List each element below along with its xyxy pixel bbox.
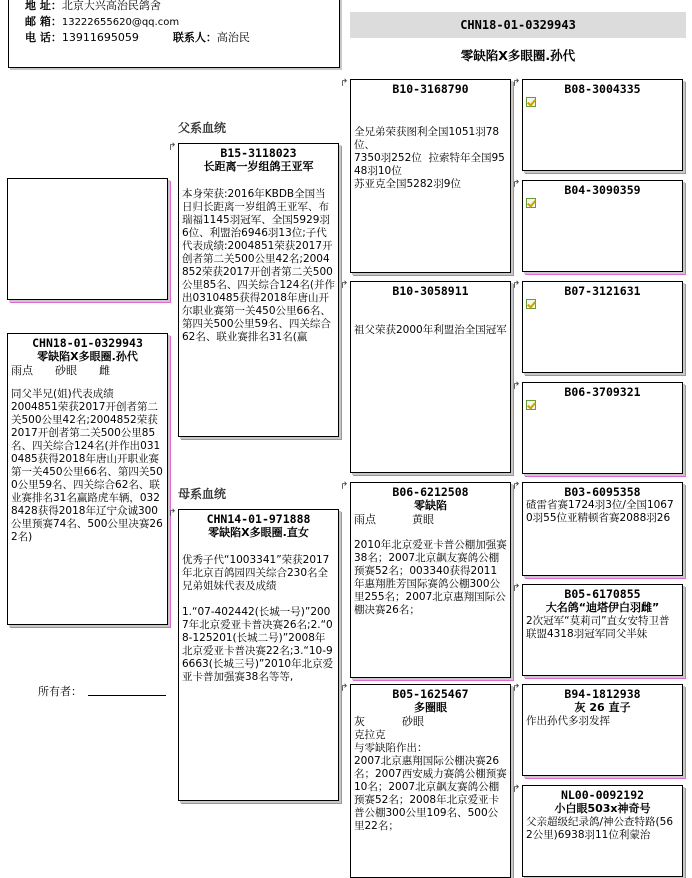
sire-ring: B15-3118023 — [220, 146, 297, 160]
dam-card — [178, 509, 339, 801]
link-arrow-icon: ↱ — [168, 508, 177, 519]
ss-text: 全兄弟荣获图利全国1051羽78位、 7350羽252位 拉索特年全国9548羽10位 苏亚克全国5282羽9位 — [354, 126, 505, 190]
link-arrow-icon: ↱ — [340, 481, 349, 492]
sd-card — [350, 281, 511, 473]
ddd-card — [522, 785, 683, 877]
subject-text: 同父半兄(姐)代表成绩 2004851荣获2017开创者第二关500公里42名;2004852荣获2017开创者第二关500公里85名、四关综合124名(并作出0310485获得2018年唐山开职业赛第一关450公里66名、第四关500公里59名、四关综合62名、联业赛排名31名赢路虎车辆，0328428获得2018年辽宁众诚300公里预赛74名、500公里决赛262名) — [11, 388, 163, 543]
link-arrow-icon: ↱ — [512, 481, 521, 492]
ds-text: 2010年北京爱亚卡普公棚加强赛38名；2007北京飙友赛鸽公棚预赛52名；003340获得2011年惠翔胜芳国际赛鸽公棚300公里255名；2007北京惠翔国际公棚决赛26名； — [354, 539, 507, 616]
ds-name: 零缺陷 — [414, 499, 447, 512]
link-arrow-icon: ↱ — [512, 583, 521, 594]
link-arrow-icon: ↱ — [512, 179, 521, 190]
checkbox-icon — [526, 198, 536, 208]
owner-line — [88, 695, 166, 696]
link-arrow-icon: ↱ — [340, 280, 349, 291]
subject-name: 零缺陷X多眼圈.孙代 — [37, 350, 138, 363]
ddd-name: 小白眼503x神奇号 — [554, 802, 651, 815]
dsd-ring: B05-6170855 — [564, 587, 641, 601]
sds-ring: B07-3121631 — [564, 284, 641, 298]
dam-text: 优秀子代“1003341”荣获2017年北京百鸽园四关综合230名全兄弟姐妹代表及成绩 1.“07-402442(长城一号)”2007年北京爱亚卡普决赛26名;2.“08-125201(长城二号)”2008年北京爱亚卡普决赛22名;3.“10-96663(长城三号)”2010年北京爱亚卡普加强赛38名等等, — [182, 554, 334, 683]
link-arrow-icon: ↱ — [512, 784, 521, 795]
sd-ring: B10-3058911 — [392, 284, 469, 298]
dsd-name: 大名鸽“迪塔伊白羽雌” — [545, 601, 660, 614]
link-arrow-icon: ↱ — [512, 78, 521, 89]
dds-name: 灰 26 直子 — [574, 701, 631, 714]
checkbox-icon — [526, 299, 536, 309]
ds-ring: B06-6212508 — [392, 485, 469, 499]
phone-row: 电 话：13911695059 联系人：高治民 — [25, 31, 250, 44]
link-arrow-icon: ↱ — [340, 78, 349, 89]
dds-card — [522, 684, 683, 776]
checkbox-icon — [526, 97, 536, 107]
link-arrow-icon: ↱ — [340, 683, 349, 694]
ddd-ring: NL00-0092192 — [560, 788, 645, 802]
header-name: 零缺陷X多眼圈.孙代 — [460, 48, 576, 63]
checkbox-icon — [526, 400, 536, 410]
dd-text: 克拉克 与零缺陷作出： 2007北京惠翔国际公棚决赛26名；2007西安威力赛鸽公棚预赛10名；2007北京飙友赛鸽公棚预赛52名；2008年北京爱亚卡普公棚300公里109名、500公里22名； — [354, 729, 507, 832]
sds-card — [522, 281, 683, 373]
sd-text: 祖父荣获2000年利盟治全国冠军 — [354, 324, 507, 336]
dss-text: 碴雷省赛1724羽3位/全国10670羽55位亚精顿省赛2088羽26 — [526, 499, 674, 524]
dsd-card — [522, 584, 683, 676]
dd-card — [350, 684, 511, 878]
link-arrow-icon: ↱ — [512, 381, 521, 392]
header-ring: CHN18-01-0329943 — [350, 12, 686, 38]
sire-text: 本身荣获:2016年KBDB全国当日归长距离一岁组鸽王亚军、布瑞福1145羽冠军、全国5929羽6位、利盟治6946羽13位;子代代表成绩:2004851荣获2017开创者第二关500公里42名;2004852荣获2017开创者第二关500公里85名、四关综合124名(并作出0310485获得2018年唐山开尔职业赛第一关450公里66名、第四关500公里59名、四关综合62名、联业赛排名31名(赢 — [182, 188, 335, 343]
ds-card — [350, 482, 511, 678]
ss-ring: B10-3168790 — [392, 82, 469, 96]
link-arrow-icon: ↱ — [168, 142, 177, 153]
dam-name: 零缺陷X多眼圈.直女 — [208, 526, 309, 539]
address-row: 地 址：北京大兴高治民鸽舍 — [25, 0, 161, 12]
ssd-card — [522, 180, 683, 272]
ds-meta: 雨点 黄眼 — [354, 513, 434, 526]
sdd-card — [522, 382, 683, 474]
dd-ring: B05-1625467 — [392, 687, 469, 701]
sdd-ring: B06-3709321 — [564, 385, 641, 399]
dd-meta: 灰 砂眼 — [354, 715, 424, 728]
dss-ring: B03-6095358 — [564, 485, 641, 499]
dds-text: 作出孙代多羽发挥 — [526, 715, 610, 727]
sss-ring: B08-3004335 — [564, 82, 641, 96]
post-row: 邮 箱：13222655620@qq.com — [25, 15, 180, 28]
subject-ring: CHN18-01-0329943 — [32, 336, 143, 350]
dam-ring: CHN14-01-971888 — [206, 512, 311, 526]
dd-name: 多圈眼 — [414, 701, 447, 714]
owner-label: 所有者： — [38, 685, 82, 698]
dsd-text: 2次冠军“莫莉司”直女安特卫普联盟4318羽冠军同父半妹 — [526, 615, 670, 640]
sire-card — [178, 143, 339, 437]
dds-ring: B94-1812938 — [564, 687, 641, 701]
link-arrow-icon: ↱ — [512, 280, 521, 291]
contact-box — [8, 0, 340, 68]
dss-card — [522, 482, 683, 576]
blank-photo-box — [7, 178, 168, 300]
dam-section-label: 母系血统 — [178, 487, 227, 501]
ddd-text: 父亲超级纪录鸽/神公查特路(562公里)6938羽11位利蒙治 — [526, 816, 673, 841]
ssd-ring: B04-3090359 — [564, 183, 641, 197]
subject-card — [7, 333, 168, 625]
ss-card — [350, 79, 511, 273]
link-arrow-icon: ↱ — [512, 683, 521, 694]
sss-card — [522, 79, 683, 171]
subject-meta: 雨点 砂眼 雌 — [11, 364, 110, 377]
sire-name: 长距离一岁组鸽王亚军 — [203, 160, 314, 173]
sire-section-label: 父系血统 — [178, 121, 227, 135]
